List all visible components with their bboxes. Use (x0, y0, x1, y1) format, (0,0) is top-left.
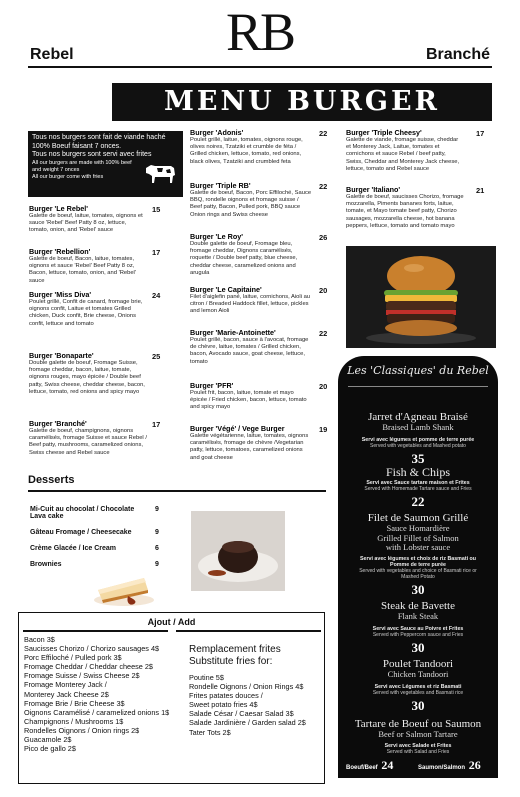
burger-name: Burger 'Adonis' (190, 128, 244, 137)
burger-price: 21 (476, 186, 485, 195)
add-item: Porc Effiloché / Pulled pork 3$ (24, 653, 122, 663)
cow-icon (143, 159, 179, 185)
burger-name: Burger 'Le Roy' (190, 232, 243, 241)
burger-desc: Galette végétarienne, laitue, tomates, oignons caramélisés, fromage de chèvre /Vegetarian patty, lettuce, tomatoes, caramelized onions and goat cheese (190, 433, 309, 461)
burger-price: 19 (319, 425, 328, 434)
classic-desc-en: Served with vegetables and Mashed potato (370, 442, 466, 449)
add-item: Monterey Jack Cheese 2$ (24, 689, 109, 699)
classic-name-fr: Tartare de Boeuf ou Saumon (354, 718, 482, 730)
tartare-salmon-label: Saumon/Salmon (418, 765, 466, 771)
classic-flank-steak (338, 600, 498, 656)
menu-banner: MENU BURGER (112, 83, 492, 121)
burger-price: 17 (476, 129, 485, 138)
classic-name-fr: Fish & Chips (385, 465, 451, 479)
substitute-title (189, 644, 281, 668)
dessert-lava-cake: Mi-Cuit au chocolat / Chocolate Lava cake (30, 506, 135, 520)
desserts-heading: Desserts (28, 474, 75, 486)
burger-price: 15 (152, 205, 161, 214)
classic-desc-en: Served with Peppercorn sauce and Fries (372, 631, 464, 638)
burger-rebellion (29, 247, 147, 285)
add-item: Pico de gallo 2$ (24, 744, 76, 754)
classic-name-fr: Filet de Saumon Grillé (367, 512, 469, 524)
add-item: Champignons / Mushrooms 1$ (24, 716, 124, 726)
classic-price: 22 (411, 494, 425, 510)
classic-price: 30 (411, 697, 425, 713)
tartare-beef (346, 758, 393, 773)
ajout-rule-right (176, 630, 321, 632)
substitute-item: Frites patates douces / (189, 691, 263, 701)
intro-line-4: All our burger come with fries (32, 173, 104, 180)
burger-desc: Galette de boeuf, Bacon, Porc Effiloché, Sauce BBQ, rondelle oignons et fromage suisse / Beef patty, Bacon, Pulled pork, BBQ sauce Onion rings and Swiss cheese (190, 190, 312, 218)
burger-price: 20 (319, 382, 328, 391)
burger-adonis (190, 128, 312, 166)
desserts-rule (28, 490, 326, 492)
burger-name: Burger 'Marie-Antoinette' (190, 328, 276, 337)
header-right-word: Branché (425, 46, 490, 63)
classic-desc-en: Served with Homemade Tartare sauce and Fries (364, 486, 472, 493)
dessert-price: 9 (155, 561, 159, 568)
tartare-salmon-price: 26 (468, 758, 481, 772)
classic-name-en: Braised Lamb Shank (382, 422, 454, 432)
substitute-list (189, 673, 324, 737)
intro-line-2: Tous nos burgers sont servi avec frites (32, 151, 152, 158)
substitute-item: Rondelle Oignons / Onion Rings 4$ (189, 682, 304, 692)
burger-desc: Galette de boeuf, saucisses Chorizo, fromage mozzarella, Piments bananes forts, laitue, tomate, et Mayo tomate beef patty, Chorizo sausages, mozzarella cheese, hot banana peppers, lettuce, tomato and tomato mayo (346, 194, 464, 229)
burger-le-rebel (29, 204, 147, 235)
burger-desc: Filet d'aiglefin pané, laitue, cornichons, Aioli au citron / Breaded Haddock fillet, lettuce, pickles and lemon Aioli (190, 294, 311, 315)
burger-name: Burger 'Rebellion' (29, 247, 91, 256)
burger-desc: Poulet frit, bacon, laitue, tomate et mayo épicée / Fried chicken, bacon, lettuce, tomato and spicy mayo (190, 390, 307, 411)
burger-name: Burger 'Branché' (29, 419, 87, 428)
burger-desc: Galette de viande, fromage suisse, cheddar et Monterey Jack, Laitue, tomates et cornichons et sauce Rebel / beef patty, Swiss, Cheddar and Monterey Jack cheese, lettuce, tomato and Rebel sauce (346, 137, 460, 172)
substitute-title-fr: Remplacement frites (189, 644, 281, 655)
burger-name: Burger 'Triple RB' (190, 181, 251, 190)
tartare-beef-price: 24 (381, 758, 394, 772)
add-item: Fromage Brie / Brie Cheese 3$ (24, 698, 125, 708)
intro-line-1: Tous nos burgers sont fait de viande haché 100% Boeuf faisant 7 onces. (32, 134, 166, 150)
burger-le-roy (190, 232, 312, 277)
cheesecake-photo (88, 560, 158, 608)
classics-rule (348, 386, 488, 387)
add-item: Fromage Suisse / Swiss Cheese 2$ (24, 671, 140, 681)
burger-italiano (346, 185, 464, 230)
classic-tandoori (338, 658, 498, 714)
dessert-brownies: Brownies (30, 561, 62, 568)
burger-name: Burger 'Italiano' (346, 185, 401, 194)
burger-name: Burger 'PFR' (190, 381, 234, 390)
intro-box (28, 131, 183, 197)
classic-desc-fr: Servi avec Salade et Frites (384, 742, 452, 749)
classic-name-en: Beef or Salmon Tartare (378, 729, 458, 739)
burger-desc: Poulet grillé, Confit de canard, fromage brie, oignons confit, Laitue et tomates Grilled chicken, Duck confit, Brie cheese, Onions confit, lettuce and tomato (29, 299, 143, 327)
burger-price: 22 (319, 129, 328, 138)
substitute-item: Tater Tots 2$ (189, 727, 231, 737)
burger-price: 17 (152, 420, 161, 429)
classic-lamb (338, 411, 498, 467)
classic-desc-fr: Servi avec Sauce tartare maison et Frites (366, 480, 470, 486)
ajout-title: Ajout / Add (147, 617, 196, 627)
substitute-item: Salade Jardinière / Garden salad 2$ (189, 718, 306, 728)
add-item: Oignons Caramélisé / caramelized onions 1$ (24, 707, 170, 717)
classic-desc-fr: Servi avec légumes et choix de riz Basmati ou Pomme de terre purée (360, 555, 476, 568)
tartare-beef-label: Boeuf/Beef (346, 765, 378, 771)
header-rule (28, 66, 492, 68)
burger-vege (190, 424, 312, 462)
classic-fish-chips (338, 466, 498, 510)
add-item: Fromage Monterey Jack / (24, 680, 107, 690)
add-item: Rondelles Oignons / Onion rings 2$ (24, 725, 140, 735)
lava-cake-photo (191, 511, 285, 591)
burger-name: Burger 'Bonaparte' (29, 351, 94, 360)
burger-price: 22 (319, 182, 328, 191)
burger-price: 26 (319, 233, 328, 242)
burger-marie-antoinette (190, 328, 312, 366)
ajout-rule-left (23, 630, 168, 632)
classics-title: Les 'Classiques' du Rebel (347, 364, 489, 377)
classic-tartare (338, 718, 498, 755)
dessert-price: 9 (155, 506, 159, 513)
classic-name-en: Chicken Tandoori (387, 669, 449, 679)
classic-price: 30 (411, 639, 425, 655)
burger-name: Burger 'Le Rebel' (29, 204, 88, 213)
intro-line-3: All our burgers are made with 100% beef and weight 7 onces (32, 159, 132, 173)
classic-name-en: Flank Steak (397, 611, 439, 621)
classic-salmon (338, 512, 498, 598)
classics-panel (338, 356, 498, 778)
dessert-price: 6 (155, 545, 159, 552)
burger-photo (346, 246, 496, 348)
burger-desc: Galette de boeuf, Bacon, laitue, tomates, oignons et sauce 'Rebel' Beef Patty 8 oz, Bacon, lettuce, tomato, onion, and 'Rebel' sauce (29, 256, 136, 284)
header-left-word: Rebel (30, 46, 74, 63)
burger-pfr (190, 381, 312, 412)
classic-name-fr: Steak de Bavette (381, 600, 455, 612)
add-item: Fromage Cheddar / Cheddar cheese 2$ (24, 662, 153, 672)
classic-desc-en: Served with Salad and Fries (386, 748, 450, 755)
burger-price: 17 (152, 248, 161, 257)
burger-name: Burger 'Triple Cheesy' (346, 128, 422, 137)
add-item: Guacamole 2$ (24, 735, 72, 745)
burger-price: 22 (319, 329, 328, 338)
dessert-cheesecake: Gâteau Fromage / Cheesecake (30, 529, 132, 536)
classic-price: 35 (411, 450, 425, 466)
burger-triple-cheesy (346, 128, 464, 173)
burger-price: 20 (319, 286, 328, 295)
burger-name: Burger 'Le Capitaine' (190, 285, 262, 294)
burger-name: Burger 'Végé' / Vege Burger (190, 424, 285, 433)
add-list (24, 635, 184, 753)
burger-price: 24 (152, 291, 161, 300)
add-item: Saucisses Chorizo / Chorizo sausages 4$ (24, 644, 160, 654)
classic-desc-en: Served with vegetables and Basmati rice (372, 689, 464, 696)
classic-desc-fr: Servi avec légumes et pomme de terre purée (361, 436, 475, 443)
substitute-item: Sweet potato fries 4$ (189, 700, 258, 710)
burger-triple-rb (190, 181, 312, 219)
dessert-price: 9 (155, 529, 159, 536)
classic-name-fr: Poulet Tandoori (382, 658, 454, 670)
burger-miss-diva (29, 290, 147, 328)
burger-branche (29, 419, 147, 457)
tartare-salmon (418, 758, 481, 773)
substitute-item: Salade César / Caesar Salad 3$ (189, 709, 294, 719)
burger-desc: Galette de boeuf, laitue, tomates, oignons et sauce 'Rebel' Beef Patty 8 oz, lettuce, tomato, onion, and 'Rebel' sauce (29, 213, 143, 234)
add-item: Bacon 3$ (24, 635, 55, 644)
burger-name: Burger 'Miss Diva' (29, 290, 92, 299)
burger-desc: Poulet grillé, bacon, sauce à l'avocat, fromage de chèvre, laitue, tomates / Grilled chicken, bacon, Avocado sauce, goat cheese, lettuce, tomato (190, 337, 309, 365)
classic-desc-fr: Servi avec Sauce au Poivre et Frites (372, 625, 464, 632)
burger-le-capitaine (190, 285, 312, 316)
classic-desc-fr: Servi avec Légumes et riz Basmati (374, 683, 462, 690)
burger-desc: Double galette de boeuf, Fromage Suisse, fromage cheddar, bacon, laitue, tomate, oignons rouges, mayo épicée / Double beef patty, Swiss cheese, cheddar cheese, bacon, lettuce, tomato, red onions and spicy mayo (29, 360, 145, 395)
substitute-title-en: Substitute fries for: (189, 656, 273, 667)
ajout-box (18, 612, 325, 784)
burger-price: 25 (152, 352, 161, 361)
classic-name-en: Sauce Homardière Grilled Fillet of Salmon with Lobster sauce (377, 523, 459, 552)
classic-name-fr: Jarret d'Agneau Braisé (368, 411, 468, 423)
burger-desc: Double galette de boeuf, Fromage bleu, fromage cheddar, Oignons caramélisés, roquette / Double beef patty, blue cheese, cheddar cheese, caramelized onions and arugula (190, 241, 298, 276)
logo: RB (225, 2, 295, 62)
burger-desc: Galette de boeuf, champignons, oignons caramélisés, fromage Suisse et sauce Rebel / Beef patty, mushrooms, caramelized onions, Swiss cheese and Rebel sauce (29, 428, 147, 456)
dessert-ice-cream: Crème Glacée / Ice Cream (30, 545, 116, 552)
substitute-item: Poutine 5$ (189, 673, 224, 682)
classic-desc-en: Served with vegetables and choice of Basmati rice or Mashed Potato (359, 568, 477, 581)
burger-desc: Poulet grillé, laitue, tomates, oignons rouge, olives noires, Tzatziki et crumble de féta / Grilled chicken, lettuce, tomato, red onions, black olives, Tzatziki and crumbled feta (190, 137, 303, 165)
classic-price: 30 (411, 582, 425, 598)
burger-bonaparte (29, 351, 147, 396)
